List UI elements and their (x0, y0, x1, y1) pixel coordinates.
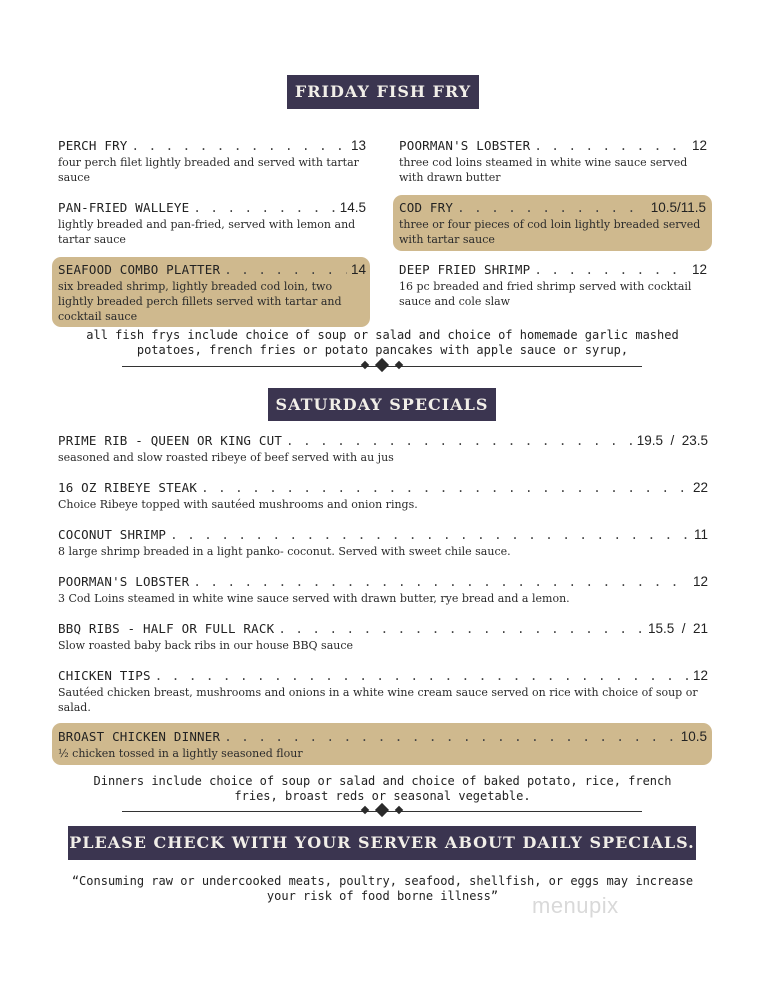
item-price: 11 (693, 527, 708, 542)
item-name: COD FRY (399, 200, 454, 215)
menu-item-cod-fry (393, 195, 712, 251)
item-name: PRIME RIB - QUEEN OR KING CUT (58, 433, 283, 448)
menu-item-coconut-shrimp (58, 527, 708, 559)
item-name: CHICKEN TIPS (58, 668, 151, 683)
item-description: six breaded shrimp, lightly breaded cod loin, two lightly breaded perch fillets served with tartar and cocktail sauce (58, 280, 342, 323)
item-price: 12 (692, 668, 708, 683)
item-description: seasoned and slow roasted ribeye of beef served with au jus (58, 451, 394, 464)
item-description: 3 Cod Loins steamed in white wine sauce served with drawn butter, rye bread and a lemon. (58, 592, 570, 605)
item-name: BROAST CHICKEN DINNER (58, 729, 221, 744)
menu-item-chicken-tips (58, 668, 708, 715)
item-name: POORMAN'S LOBSTER (58, 574, 190, 589)
item-description: Choice Ribeye topped with sautéed mushrooms and onion rings. (58, 498, 418, 511)
menu-item-seafood-combo-platter (52, 257, 370, 327)
item-description: 8 large shrimp breaded in a light panko- coconut. Served with sweet chile sauce. (58, 545, 511, 558)
item-name: PAN-FRIED WALLEYE (58, 200, 190, 215)
item-price: 19.5 / 23.5 (636, 433, 708, 448)
dinners-note: Dinners include choice of soup or salad and choice of baked potato, rice, french fries, broast reds or seasonal vegetable. (93, 774, 672, 803)
menu-item-broast-chicken-dinner (52, 723, 712, 765)
item-price: 15.5 / 21 (647, 621, 708, 636)
menu-item-ribeye-steak (58, 480, 708, 512)
section-divider (122, 806, 642, 816)
item-name: PERCH FRY (58, 138, 128, 153)
item-price: 10.5/11.5 (650, 200, 706, 215)
item-name: BBQ RIBS - HALF OR FULL RACK (58, 621, 275, 636)
item-price: 14 (350, 262, 366, 277)
fish-fry-note: all fish frys include choice of soup or salad and choice of homemade garlic mashed potatoes, french fries or potato pancakes with apple sauce or syrup, (86, 328, 679, 357)
item-description: 16 pc breaded and fried shrimp served with cocktail sauce and cole slaw (399, 280, 692, 308)
menu-item-deep-fried-shrimp (399, 262, 707, 309)
menu-item-poormans-lobster-friday (399, 138, 707, 185)
item-price: 12 (691, 138, 707, 153)
item-description: three or four pieces of cod loin lightly breaded served with tartar sauce (399, 218, 701, 246)
food-safety-disclaimer: “Consuming raw or undercooked meats, poultry, seafood, shellfish, or eggs may increase your risk of food borne illness” (71, 874, 694, 903)
menu-item-pan-fried-walleye (58, 200, 366, 247)
item-description: Sautéed chicken breast, mushrooms and onions in a white wine cream sauce served on rice with choice of soup or salad. (58, 686, 698, 714)
saturday-specials-banner: SATURDAY SPECIALS (268, 388, 496, 421)
menu-item-poormans-lobster-saturday (58, 574, 708, 606)
item-description: three cod loins steamed in white wine sauce served with drawn butter (399, 156, 688, 184)
menupix-watermark: menupix (532, 893, 619, 918)
item-name: 16 OZ RIBEYE STEAK (58, 480, 198, 495)
item-description: Slow roasted baby back ribs in our house BBQ sauce (58, 639, 354, 652)
item-name: POORMAN'S LOBSTER (399, 138, 531, 153)
item-name: SEAFOOD COMBO PLATTER (58, 262, 221, 277)
menu-item-bbq-ribs (58, 621, 708, 653)
item-price: 22 (692, 480, 708, 495)
item-price: 14.5 (339, 200, 366, 215)
item-price: 10.5 (680, 729, 707, 744)
item-description: lightly breaded and pan-fried, served with lemon and tartar sauce (58, 218, 356, 246)
section-divider (122, 361, 642, 371)
menu-item-prime-rib (58, 433, 708, 465)
daily-specials-banner: PLEASE CHECK WITH YOUR SERVER ABOUT DAILY SPECIALS. (68, 826, 696, 860)
friday-fish-fry-banner: FRIDAY FISH FRY (287, 75, 479, 109)
item-price: 13 (350, 138, 366, 153)
item-price: 12 (692, 574, 708, 589)
item-description: four perch filet lightly breaded and served with tartar sauce (58, 156, 359, 184)
item-price: 12 (691, 262, 707, 277)
menu-item-perch-fry (58, 138, 366, 185)
item-name: DEEP FRIED SHRIMP (399, 262, 531, 277)
item-description: ½ chicken tossed in a lightly seasoned flour (58, 747, 303, 760)
item-name: COCONUT SHRIMP (58, 527, 167, 542)
